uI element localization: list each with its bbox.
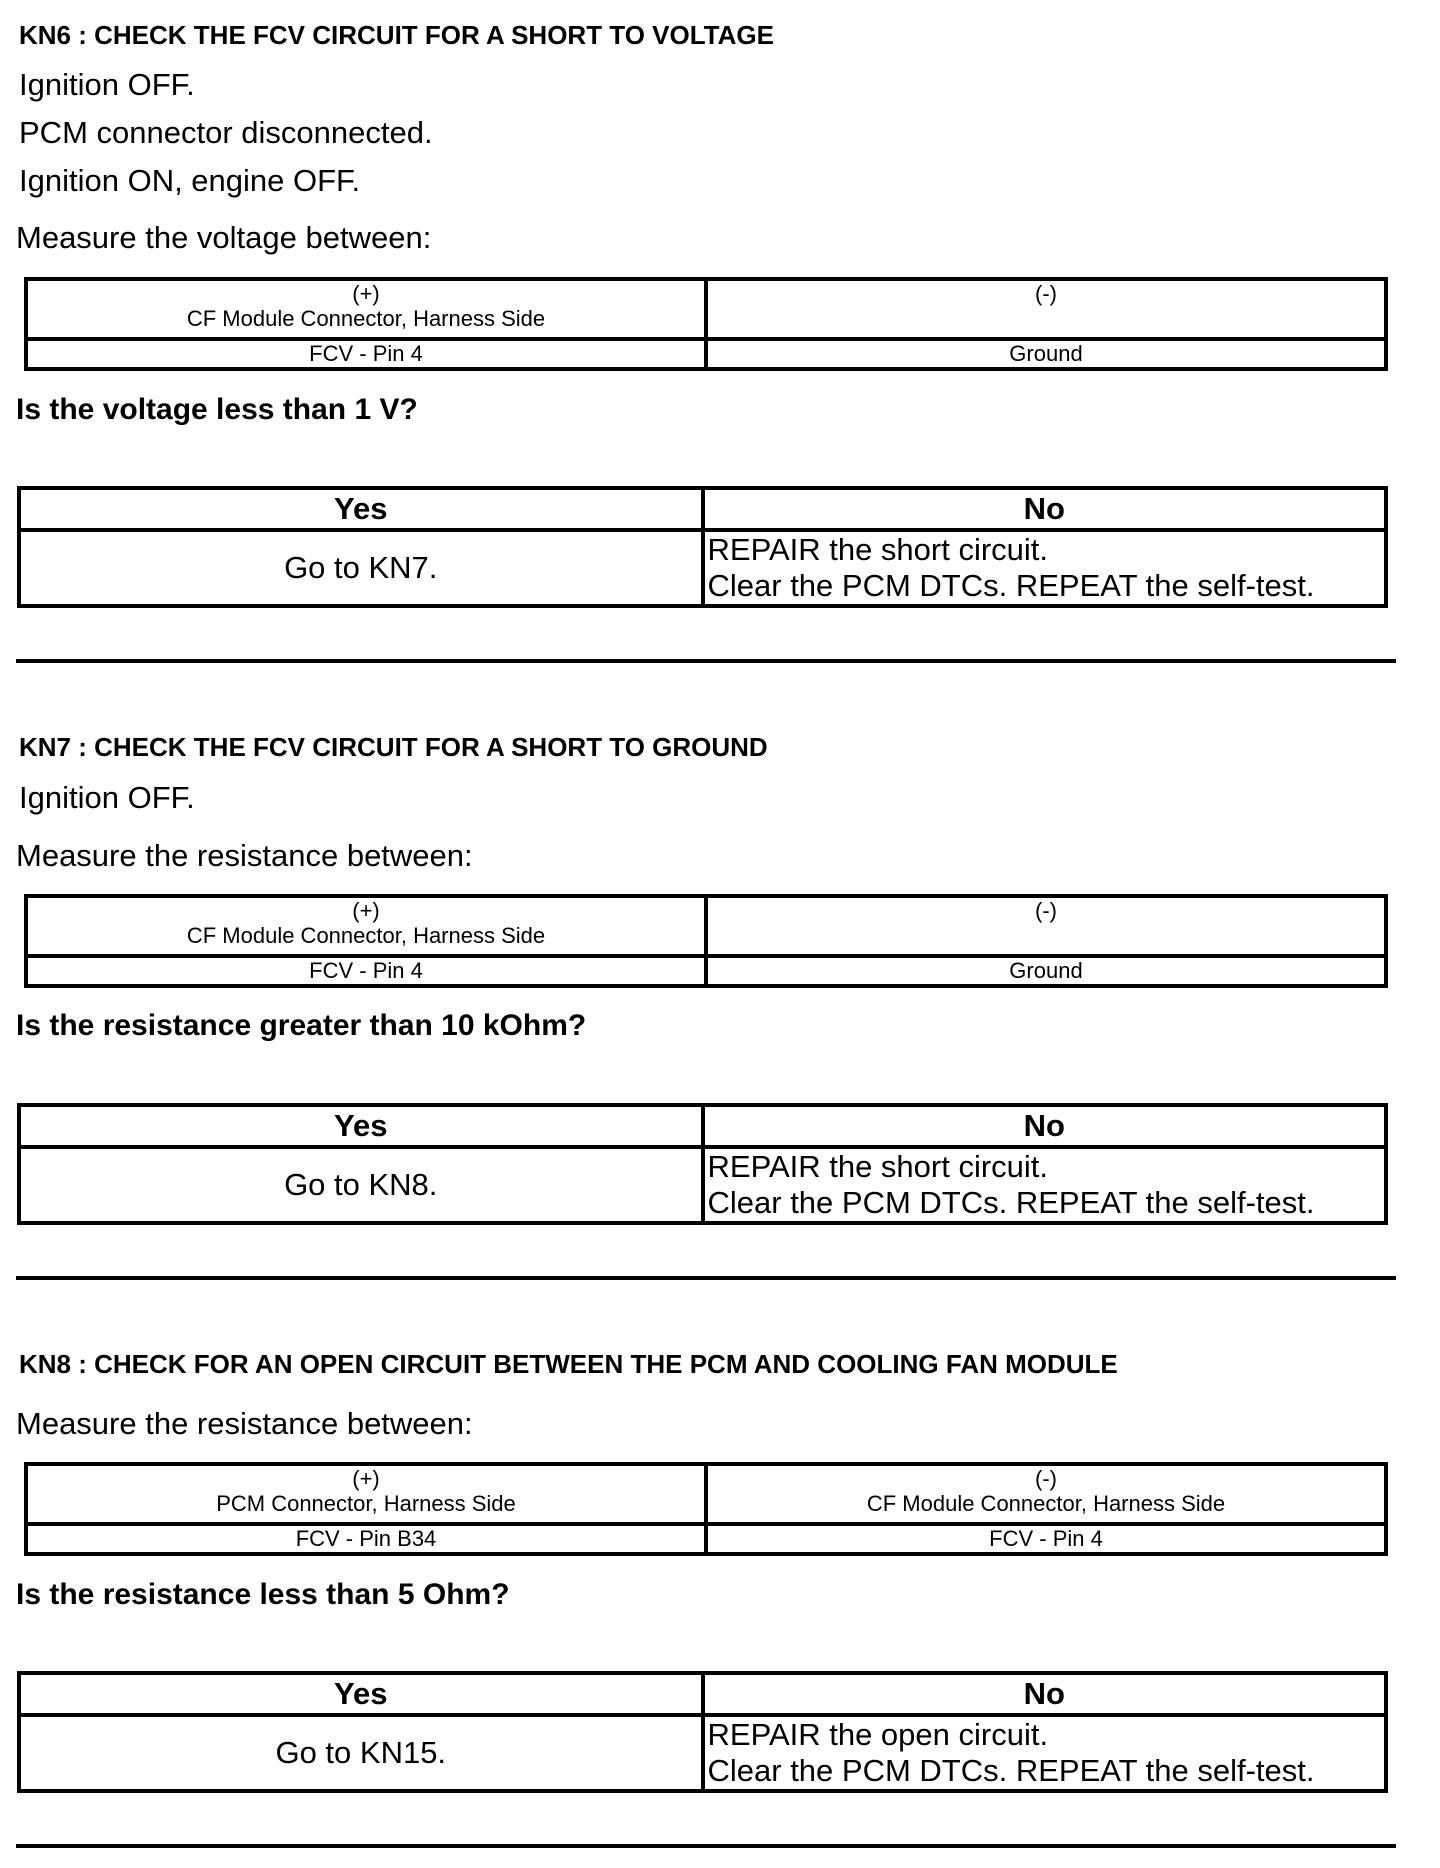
plus-header-cell	[26, 1464, 706, 1524]
no-action-repair: REPAIR the short circuit.	[707, 1149, 1049, 1184]
minus-header: (-)	[1035, 1466, 1057, 1491]
measure-label: Measure the resistance between:	[16, 838, 473, 873]
connection-table	[24, 894, 1388, 988]
plus-header: (+)	[352, 1466, 380, 1491]
section-title-kn7: KN7 : CHECK THE FCV CIRCUIT FOR A SHORT TO GROUND	[19, 732, 768, 762]
plus-header: (+)	[352, 281, 380, 306]
section-title-kn6: KN6 : CHECK THE FCV CIRCUIT FOR A SHORT TO VOLTAGE	[19, 20, 774, 50]
minus-value: FCV - Pin 4	[706, 1524, 1386, 1554]
section-title-kn8: KN8 : CHECK FOR AN OPEN CIRCUIT BETWEEN THE PCM AND COOLING FAN MODULE	[19, 1349, 1118, 1379]
yes-header: Yes	[19, 1105, 703, 1147]
no-action-cell	[703, 1715, 1387, 1791]
minus-header: (-)	[1035, 898, 1057, 923]
plus-header: (+)	[352, 898, 380, 923]
no-action-repair: REPAIR the open circuit.	[707, 1717, 1049, 1752]
no-header: No	[703, 488, 1387, 530]
no-action-clear: Clear the PCM DTCs. REPEAT the self-test.	[707, 568, 1315, 603]
no-action-repair: REPAIR the short circuit.	[707, 532, 1049, 567]
result-table	[17, 1103, 1388, 1225]
no-action-cell	[703, 530, 1387, 606]
plus-value: FCV - Pin 4	[26, 956, 706, 986]
step-pcm-disconnected: PCM connector disconnected.	[19, 115, 433, 150]
plus-description: CF Module Connector, Harness Side	[186, 306, 546, 331]
measure-label: Measure the resistance between:	[16, 1406, 473, 1441]
question: Is the resistance less than 5 Ohm?	[16, 1578, 510, 1611]
plus-value: FCV - Pin B34	[26, 1524, 706, 1554]
step-ignition-on: Ignition ON, engine OFF.	[19, 163, 361, 198]
step-ignition-off: Ignition OFF.	[19, 67, 195, 102]
no-action-clear: Clear the PCM DTCs. REPEAT the self-test.	[707, 1185, 1315, 1220]
minus-value: Ground	[706, 339, 1386, 369]
plus-header-cell	[26, 279, 706, 339]
minus-description: CF Module Connector, Harness Side	[866, 1491, 1226, 1516]
section-divider	[16, 1276, 1396, 1280]
no-action-cell	[703, 1147, 1387, 1223]
step-ignition-off: Ignition OFF.	[19, 780, 195, 815]
minus-header-cell	[706, 279, 1386, 339]
connection-table	[24, 277, 1388, 371]
question: Is the voltage less than 1 V?	[16, 393, 418, 426]
yes-header: Yes	[19, 1673, 703, 1715]
plus-description: PCM Connector, Harness Side	[216, 1491, 516, 1516]
section-divider	[16, 659, 1396, 663]
result-table	[17, 486, 1388, 608]
connection-table	[24, 1462, 1388, 1556]
question: Is the resistance greater than 10 kOhm?	[16, 1009, 587, 1042]
no-action-clear: Clear the PCM DTCs. REPEAT the self-test.	[707, 1753, 1315, 1788]
minus-value: Ground	[706, 956, 1386, 986]
no-header: No	[703, 1105, 1387, 1147]
plus-header-cell	[26, 896, 706, 956]
yes-action: Go to KN8.	[19, 1147, 703, 1223]
plus-description: CF Module Connector, Harness Side	[186, 923, 546, 948]
section-divider	[16, 1844, 1396, 1848]
yes-action: Go to KN15.	[19, 1715, 703, 1791]
result-table	[17, 1671, 1388, 1793]
minus-header: (-)	[1035, 281, 1057, 306]
no-header: No	[703, 1673, 1387, 1715]
yes-action: Go to KN7.	[19, 530, 703, 606]
measure-label: Measure the voltage between:	[16, 220, 432, 255]
yes-header: Yes	[19, 488, 703, 530]
minus-header-cell	[706, 1464, 1386, 1524]
plus-value: FCV - Pin 4	[26, 339, 706, 369]
minus-header-cell	[706, 896, 1386, 956]
